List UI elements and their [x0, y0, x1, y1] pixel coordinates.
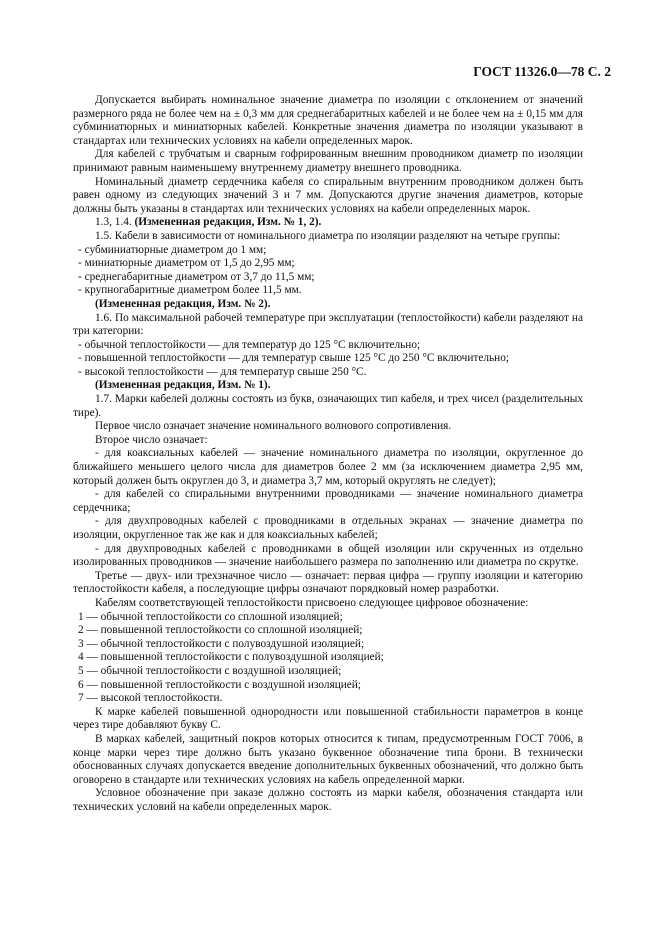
section-1-6: 1.6. По максимальной рабочей температуре при эксплуатации (теплостойкости) кабели разделяют на три категории:	[73, 311, 583, 338]
list-item: 5 — обычной теплостойкости с воздушной изоляцией;	[78, 664, 342, 677]
paragraph-core-diameter: Номинальный диаметр сердечника кабеля со спиральным внутренним проводником должен быть равен одному из следующих значений 3 и 7 мм. Допускаются другие значения диаметров, которые должны быть указаны в стандартах или технических условиях на кабели определенных марок.	[73, 175, 583, 215]
edit-note-text: (Измененная редакция, Изм. № 2).	[95, 297, 271, 310]
paragraph-order: Условное обозначение при заказе должно состоять из марки кабеля, обозначения стандарта или технических условий на кабели определенных марок.	[73, 787, 583, 813]
edit-note	[73, 379, 583, 393]
paragraph-first-number: Первое число означает значение номинального волнового сопротивления.	[95, 420, 452, 433]
edit-note-text: (Измененная редакция, Изм. № 1).	[95, 379, 271, 392]
page-header: ГОСТ 11326.0—78 С. 2	[473, 64, 611, 79]
document-body	[73, 94, 583, 814]
edit-note	[73, 298, 583, 312]
section-1-5: 1.5. Кабели в зависимости от номинального диаметра по изоляции разделяют на четыре группы:	[95, 229, 561, 242]
list-item: - субминиатюрные диаметром до 1 мм;	[78, 243, 267, 256]
list-item: - для двухпроводных кабелей с проводниками в общей изоляции или скрученных из отдельно изолированных проводников — значение наибольшего размера по заполнению или диаметра по скрутке.	[73, 542, 583, 569]
section-number: 1.3, 1.4.	[95, 216, 132, 229]
paragraph-armor: В марках кабелей, защитный покров которых относится к типам, предусмотренным ГОСТ 7006, в конце марки через тире должно быть указано буквенное обозначение типа брони. В технически обоснованных случаях допускается введение дополнительных буквенных обозначений, что должно быть оговорено в стандарте или технических условиях на кабель определенной марки.	[73, 732, 583, 786]
section-1-7: 1.7. Марки кабелей должны состоять из букв, означающих тип кабеля, и трех чисел (разделительных тире).	[73, 393, 583, 419]
list-item: 6 — повышенной теплостойкости с воздушной изоляцией;	[78, 678, 361, 691]
list-item: - повышенной теплостойкости — для температур свыше 125 °С до 250 °С включительно;	[78, 352, 509, 365]
list-item: 2 — повышенной теплостойкости со сплошной изоляцией;	[78, 624, 363, 637]
list-item: 3 — обычной теплостойкости с полувоздушной изоляцией;	[78, 637, 365, 650]
paragraph-tubular-conductor: Для кабелей с трубчатым и сварным гофрированным внешним проводником диаметр по изоляции принимают равным наименьшему внутреннему диаметру внешнего проводника.	[73, 148, 583, 174]
paragraph-second-number: Второе число означает:	[95, 433, 208, 446]
list-item: - высокой теплостойкости — для температур свыше 250 °С.	[78, 365, 367, 378]
paragraph-codes-intro: Кабелям соответствующей теплостойкости присвоено следующее цифровое обозначение:	[95, 596, 529, 609]
paragraph-letter-c: К марке кабелей повышенной однородности или повышенной стабильности параметров в конце через тире добавляют букву С.	[73, 705, 583, 732]
list-item: 1 — обычной теплостойкости со сплошной изоляцией;	[78, 610, 343, 623]
list-item: - для кабелей со спиральными внутренними проводниками — значение номинального диаметра сердечника;	[73, 488, 583, 514]
paragraph-diameter-tolerance: Допускается выбирать номинальное значение диаметра по изоляции с отклонением от значений размерного ряда не более чем на ± 0,3 мм для среднегабаритных кабелей и не более чем на ± 0,15 мм для субминиатюрных и миниатюрных кабелей. Конкретные значения диаметра по изоляции указывают в стандартах или технических условиях на кабели определенных марок.	[73, 94, 583, 147]
list-item: 4 — повышенной теплостойкости с полувоздушной изоляцией;	[78, 651, 384, 664]
edit-note: (Измененная редакция, Изм. № 1, 2).	[134, 216, 322, 229]
list-item: 7 — высокой теплостойкости.	[78, 692, 223, 705]
list-item: - крупногабаритные диаметром более 11,5 мм.	[78, 284, 302, 297]
section-1-3-1-4	[73, 216, 583, 230]
list-item: - для двухпроводных кабелей с проводниками в отдельных экранах — значение диаметра по изоляции, округленное так же как и для коаксиальных кабелей;	[73, 515, 583, 541]
list-item: - обычной теплостойкости — для температур до 125 °С включительно;	[78, 338, 421, 351]
list-item: - миниатюрные диаметром от 1,5 до 2,95 мм;	[78, 257, 295, 270]
list-item: - для коаксиальных кабелей — значение номинального диаметра по изоляции, округленное до ближайшего меньшего целого числа для диаметров более 2 мм (за исключением диаметра 2,95 мм, который должен быть округлен до 3, и диаметра 3,7 мм, который округлять не следует);	[73, 447, 583, 487]
paragraph-third-number: Третье — двух- или трехзначное число — означает: первая цифра — группу изоляции и категорию теплостойкости кабеля, а последующие цифры означают порядковый номер разработки.	[73, 569, 583, 596]
list-item: - среднегабаритные диаметром от 3,7 до 11,5 мм;	[78, 270, 315, 283]
